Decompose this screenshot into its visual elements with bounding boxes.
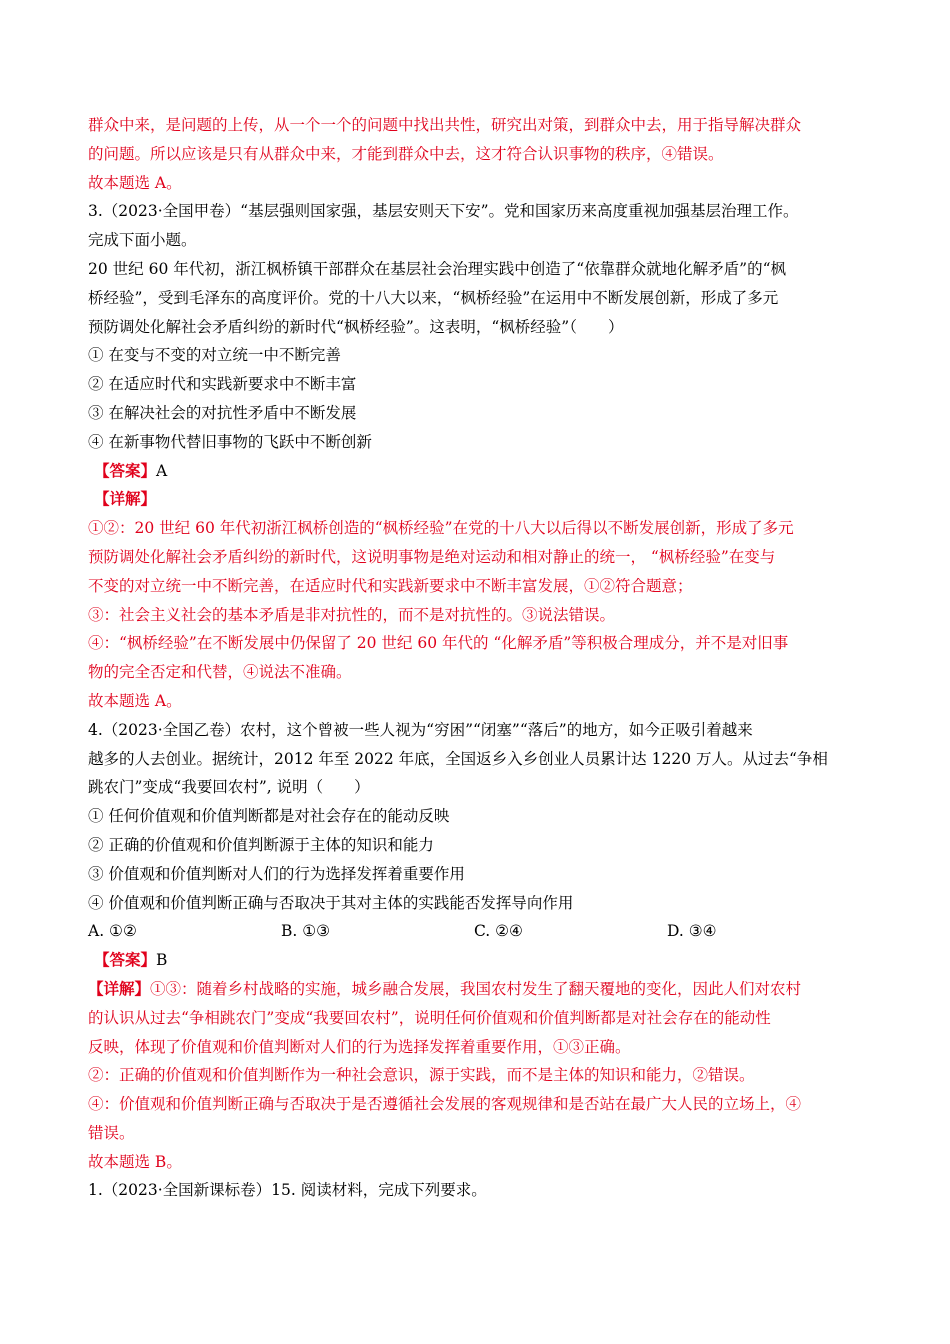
q3-option-3: ③ 在解决社会的对抗性矛盾中不断发展 [88, 403, 357, 422]
q3-detail-line-2: 预防调处化解社会矛盾纠纷的新时代，这说明事物是绝对运动和相对静止的统一， “枫桥经验”在变与 [88, 547, 776, 566]
q4-option-1: ① 任何价值观和价值判断都是对社会存在的能动反映 [88, 807, 450, 826]
q4-stem-line-2: 越多的人去创业。据统计，2012 年至 2022 年底，全国返乡入乡创业人员累计达 1220 万人。从过去“争相 [88, 749, 828, 768]
q4-conclusion: 故本题选 B。 [88, 1152, 182, 1171]
q3-answer-value: A [156, 461, 168, 480]
q4-detail-line-3: 反映，体现了价值观和价值判断对人们的行为选择发挥着重要作用，①③正确。 [88, 1037, 631, 1056]
prev-analysis-line-2: 的问题。所以应该是只有从群众中来，才能到群众中去，这才符合认识事物的秩序，④错误。 [88, 144, 724, 163]
q4-choice-d: D. ③④ [667, 922, 717, 941]
q3-option-1: ① 在变与不变的对立统一中不断完善 [88, 346, 341, 365]
q3-detail-line-5: ④：“枫桥经验”在不断发展中仍保留了 20 世纪 60 年代的 “化解矛盾”等积极合理成分，并不是对旧事 [88, 634, 789, 653]
q4-detail-line-5: ④：价值观和价值判断正确与否取决于是否遵循社会发展的客观规律和是否站在最广大人民的立场上，④ [88, 1095, 802, 1114]
q4-answer-value: B [156, 951, 168, 970]
q4-answer-label: 【答案】 [94, 950, 157, 970]
q4-detail-label: 【详解】 [88, 978, 151, 998]
prev-conclusion: 故本题选 A。 [88, 173, 182, 192]
q4-choice-a: A. ①② [88, 922, 137, 941]
q3-stem-line-4: 桥经验”，受到毛泽东的高度评价。党的十八大以来，“枫桥经验”在运用中不断发展创新，形成了多元 [88, 288, 779, 307]
q4-detail-text-1: ①③：随着乡村战略的实施，城乡融合发展，我国农村发生了翻天覆地的变化，因此人们对农村 [150, 979, 802, 998]
q3-option-4: ④ 在新事物代替旧事物的飞跃中不断创新 [88, 432, 372, 451]
q3-detail-line-4: ③：社会主义社会的基本矛盾是非对抗性的，而不是对抗性的。③说法错误。 [88, 605, 616, 624]
q4-stem-line-1: 4.（2023·全国乙卷）农村，这个曾被一些人视为“穷困”“闭塞”“落后”的地方，如今正吸引着越来 [88, 720, 753, 739]
q4-choice-b: B. ①③ [281, 922, 331, 941]
q3-detail-label: 【详解】 [94, 489, 157, 509]
q3-detail-line-6: 物的完全否定和代替，④说法不准确。 [88, 663, 352, 682]
q3-stem-line-3: 20 世纪 60 年代初，浙江枫桥镇干部群众在基层社会治理实践中创造了“依靠群众就地化解矛盾”的“枫 [88, 259, 787, 278]
q3-conclusion: 故本题选 A。 [88, 691, 182, 710]
q4-answer [88, 946, 868, 975]
q3-stem-line-5: 预防调处化解社会矛盾纠纷的新时代“枫桥经验”。这表明，“枫桥经验”（ ） [88, 317, 624, 336]
q4-choice-c: C. ②④ [474, 922, 523, 941]
q4-stem-line-3: 跳农门”变成“我要回农村”, 说明（ ） [88, 778, 370, 797]
next-question-stem: 1.（2023·全国新课标卷）15. 阅读材料，完成下列要求。 [88, 1181, 487, 1200]
q4-detail-line-4: ②：正确的价值观和价值判断作为一种社会意识，源于实践，而不是主体的知识和能力，②错误。 [88, 1066, 755, 1085]
q4-option-4: ④ 价值观和价值判断正确与否取决于其对主体的实践能否发挥导向作用 [88, 893, 574, 912]
q4-detail-line-2: 的认识从过去“争相跳农门”变成“我要回农村”，说明任何价值观和价值判断都是对社会存在的能动性 [88, 1008, 771, 1027]
q3-detail-line-3: 不变的对立统一中不断完善，在适应时代和实践新要求中不断丰富发展，①②符合题意； [88, 576, 693, 595]
q4-option-2: ② 正确的价值观和价值判断源于主体的知识和能力 [88, 835, 434, 854]
document-page [88, 111, 868, 1205]
q3-stem-line-1: 3.（2023·全国甲卷）“基层强则国家强，基层安则天下安”。党和国家历来高度重视加强基层治理工作。 [88, 202, 799, 221]
q4-detail-line-1 [88, 975, 868, 1004]
q3-option-2: ② 在适应时代和实践新要求中不断丰富 [88, 375, 357, 394]
q3-answer-label: 【答案】 [94, 460, 157, 480]
q4-option-3: ③ 价值观和价值判断对人们的行为选择发挥着重要作用 [88, 864, 465, 883]
q4-detail-line-6: 错误。 [88, 1123, 135, 1142]
q4-choices [88, 917, 868, 946]
q3-detail-line-1: ①②：20 世纪 60 年代初浙江枫桥创造的“枫桥经验”在党的十八大以后得以不断发展创新，形成了多元 [88, 519, 794, 538]
prev-analysis-line-1: 群众中来，是问题的上传，从一个一个的问题中找出共性，研究出对策，到群众中去，用于指导解决群众 [88, 116, 802, 134]
q3-stem-line-2: 完成下面小题。 [88, 231, 197, 250]
q3-answer [88, 457, 868, 486]
